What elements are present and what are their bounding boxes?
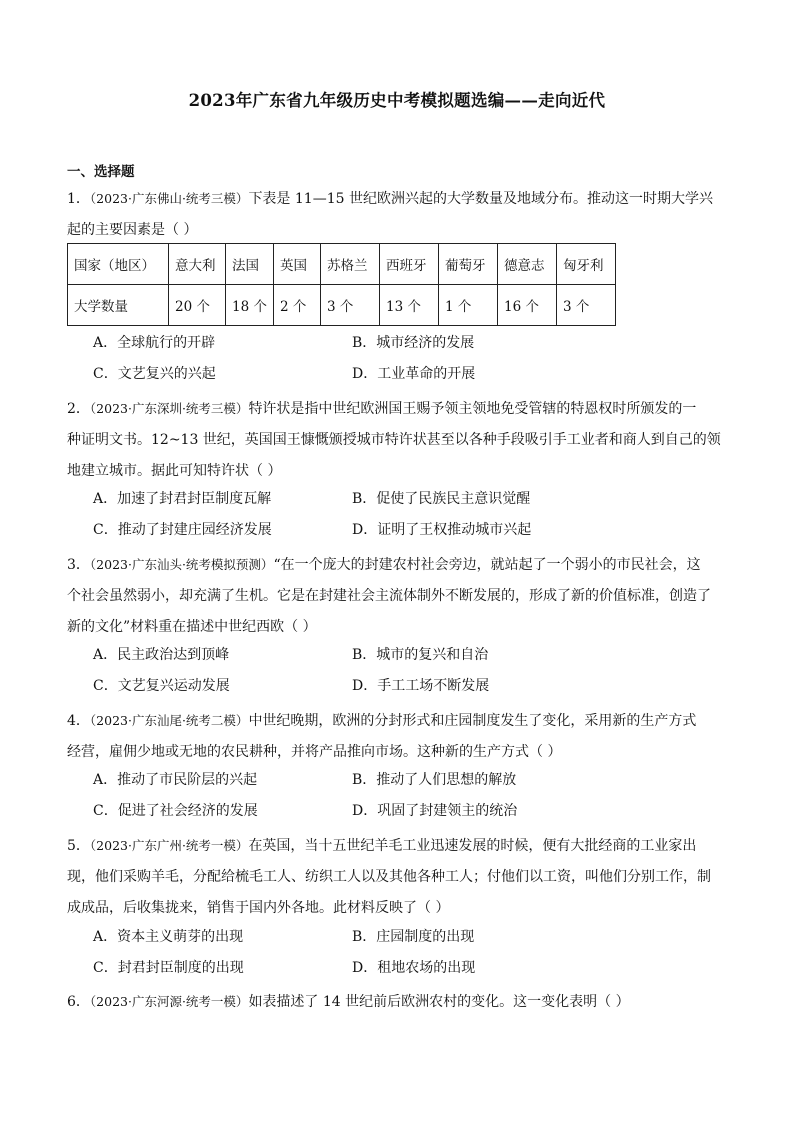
option-a: A．资本主义萌芽的出现	[93, 929, 244, 945]
question-line: 种证明文书。12~13 世纪，英国国王慷慨颁授城市特许状甚至以各种手段吸引手工业者和商人到自己的领	[67, 432, 721, 448]
table-cell: 苏格兰	[320, 244, 379, 285]
option-b: B．推动了人们思想的解放	[352, 772, 517, 788]
table-cell: 葡萄牙	[438, 244, 497, 285]
section-heading: 一、选择题	[67, 164, 135, 180]
question-number: 6．	[67, 994, 90, 1010]
question-source: （2023·广东汕尾·统考二模）	[89, 713, 249, 728]
option-b: B．城市的复兴和自治	[352, 647, 489, 663]
question-source: （2023·广东深圳·统考三模）	[89, 401, 249, 416]
question-number: 1．	[67, 191, 90, 207]
option-b: B．促使了民族民主意识觉醒	[352, 491, 531, 507]
option-d: D．租地农场的出现	[352, 960, 476, 976]
table-cell: 德意志	[497, 244, 556, 285]
question-2	[67, 393, 727, 487]
option-c: C．文艺复兴的兴起	[93, 366, 216, 382]
table-cell: 18 个	[226, 285, 274, 326]
question-source: （2023·广东河源·统考一模）	[89, 994, 249, 1009]
question-source: （2023·广东佛山·统考三模）	[89, 191, 249, 206]
table-cell: 英国	[273, 244, 320, 285]
question-line	[67, 183, 727, 215]
question-number: 4．	[67, 713, 90, 729]
question-number: 2．	[67, 401, 90, 417]
question-number: 3．	[67, 557, 90, 573]
table-cell: 20 个	[169, 285, 226, 326]
option-b: B．庄园制度的出现	[352, 929, 475, 945]
option-c: C．封君封臣制度的出现	[93, 960, 244, 976]
question-source: （2023·广东广州·统考一模）	[89, 838, 249, 853]
option-a: A．民主政治达到顶峰	[93, 647, 230, 663]
question-1	[67, 183, 727, 246]
question-line	[67, 705, 727, 737]
question-text: “在一个庞大的封建农村社会旁边，就站起了一个弱小的市民社会，这	[273, 557, 701, 573]
question-number: 5．	[67, 838, 90, 854]
option-b: B．城市经济的发展	[352, 335, 475, 351]
question-line	[67, 986, 727, 1018]
question-text: 在英国，当十五世纪羊毛工业迅速发展的时候，便有大批经商的工业家出	[248, 838, 697, 854]
option-a: A．加速了封君封臣制度瓦解	[93, 491, 272, 507]
question-line: 新的文化”材料重在描述中世纪西欧（ ）	[67, 619, 317, 635]
document-title: 2023年广东省九年级历史中考模拟题选编——走向近代	[188, 91, 606, 110]
option-a: A．全球航行的开辟	[93, 335, 216, 351]
question-line	[67, 830, 727, 862]
table-row	[68, 244, 616, 285]
table-cell: 16 个	[497, 285, 556, 326]
option-c: C．促进了社会经济的发展	[93, 803, 258, 819]
question-text: 下表是 11—15 世纪欧洲兴起的大学数量及地域分布。推动这一时期大学兴	[248, 191, 713, 207]
question-line: 现，他们采购羊毛，分配给梳毛工人、纺织工人以及其他各种工人；付他们以工资，叫他们分别工作，制	[67, 869, 711, 885]
question-line: 成成品，后收集拢来，销售于国内外各地。此材料反映了（ ）	[67, 900, 450, 916]
option-c: C．文艺复兴运动发展	[93, 678, 230, 694]
question-4	[67, 705, 727, 768]
table-cell: 3 个	[556, 285, 615, 326]
table-cell: 大学数量	[68, 285, 169, 326]
question-line	[67, 393, 727, 425]
table-cell: 西班牙	[379, 244, 438, 285]
option-d: D．工业革命的开展	[352, 366, 476, 382]
table-cell: 2 个	[273, 285, 320, 326]
question-line: 经营，雇佣少地或无地的农民耕种，并将产品推向市场。这种新的生产方式（ ）	[67, 744, 562, 760]
table-cell: 匈牙利	[556, 244, 615, 285]
university-table	[67, 243, 616, 326]
option-c: C．推动了封建庄园经济发展	[93, 522, 272, 538]
option-d: D．手工工场不断发展	[352, 678, 490, 694]
question-source: （2023·广东汕头·统考模拟预测）	[89, 557, 274, 572]
question-line: 起的主要因素是（ ）	[67, 222, 198, 238]
table-cell: 国家（地区）	[68, 244, 169, 285]
option-d: D．巩固了封建领主的统治	[352, 803, 518, 819]
option-a: A．推动了市民阶层的兴起	[93, 772, 258, 788]
question-text: 特许状是指中世纪欧洲国王赐予领主领地免受管辖的特恩权时所颁发的一	[248, 401, 697, 417]
question-5	[67, 830, 727, 924]
question-6	[67, 986, 727, 1018]
question-text: 如表描述了 14 世纪前后欧洲农村的变化。这一变化表明（ ）	[248, 994, 630, 1010]
table-row	[68, 285, 616, 326]
question-3	[67, 549, 727, 643]
question-line	[67, 549, 727, 581]
table-cell: 意大利	[169, 244, 226, 285]
table-cell: 3 个	[320, 285, 379, 326]
question-line: 个社会虽然弱小，却充满了生机。它是在封建社会主流体制外不断发展的，形成了新的价值标准，创造了	[67, 588, 711, 604]
table-cell: 法国	[226, 244, 274, 285]
question-text: 中世纪晚期，欧洲的分封形式和庄园制度发生了变化，采用新的生产方式	[248, 713, 697, 729]
question-line: 地建立城市。据此可知特许状（ ）	[67, 463, 282, 479]
table-cell: 1 个	[438, 285, 497, 326]
option-d: D．证明了王权推动城市兴起	[352, 522, 532, 538]
table-cell: 13 个	[379, 285, 438, 326]
